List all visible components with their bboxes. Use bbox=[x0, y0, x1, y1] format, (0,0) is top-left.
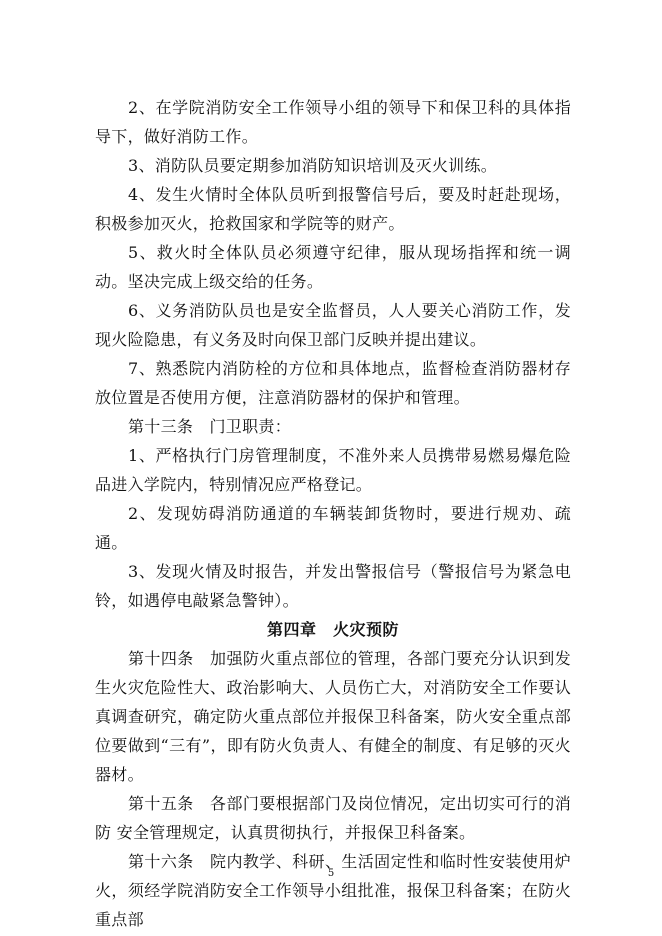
document-body bbox=[95, 93, 571, 934]
page-number: 5 bbox=[327, 868, 335, 879]
paragraph-duty-6: 6、义务消防队员也是安全监督员，人人要关心消防工作，发现火险隐患，有义务及时向保卫部门反映并提出建议。 bbox=[95, 301, 571, 349]
paragraph-guard-3: 3、发现火情及时报告，并发出警报信号（警报信号为紧急电铃，如遇停电敲紧急警钟）。 bbox=[95, 562, 571, 610]
paragraph-duty-5: 5、救火时全体队员必须遵守纪律，服从现场指挥和统一调动。坚决完成上级交给的任务。 bbox=[95, 243, 571, 291]
paragraph-duty-2: 2、在学院消防安全工作领导小组的领导下和保卫科的具体指导下，做好消防工作。 bbox=[95, 98, 571, 146]
paragraph-duty-3: 3、消防队员要定期参加消防知识培训及灭火训练。 bbox=[128, 156, 498, 175]
article-16: 第十六条 院内教学、科研、生活固定性和临时性安装使用炉火，须经学院消防安全工作领导小组批准，报保卫科备案；在防火重点部 bbox=[95, 852, 571, 929]
chapter-heading: 第四章 火灾预防 bbox=[266, 620, 399, 639]
article-13-title: 第十三条 门卫职责： bbox=[128, 417, 292, 436]
paragraph-guard-2: 2、发现妨碍消防通道的车辆装卸货物时，要进行规劝、疏通。 bbox=[95, 504, 571, 552]
article-14: 第十四条 加强防火重点部位的管理，各部门要充分认识到发生火灾危险性大、政治影响大、人员伤亡大，对消防安全工作要认真调查研究，确定防火重点部位并报保卫科备案，防火安全重点部位要做到“三有”，即有防火负责人、有健全的制度、有足够的灭火器材。 bbox=[95, 649, 571, 784]
paragraph-duty-7: 7、熟悉院内消防栓的方位和具体地点，监督检查消防器材存放位置是否使用方便，注意消防器材的保护和管理。 bbox=[95, 359, 571, 407]
paragraph-duty-4: 4、发生火情时全体队员听到报警信号后，要及时赶赴现场，积极参加灭火，抢救国家和学院等的财产。 bbox=[95, 185, 571, 233]
paragraph-guard-1: 1、严格执行门房管理制度，不准外来人员携带易燃易爆危险品进入学院内，特别情况应严格登记。 bbox=[95, 446, 571, 494]
article-15: 第十五条 各部门要根据部门及岗位情况，定出切实可行的消防 安全管理规定，认真贯彻执行，并报保卫科备案。 bbox=[95, 794, 571, 842]
